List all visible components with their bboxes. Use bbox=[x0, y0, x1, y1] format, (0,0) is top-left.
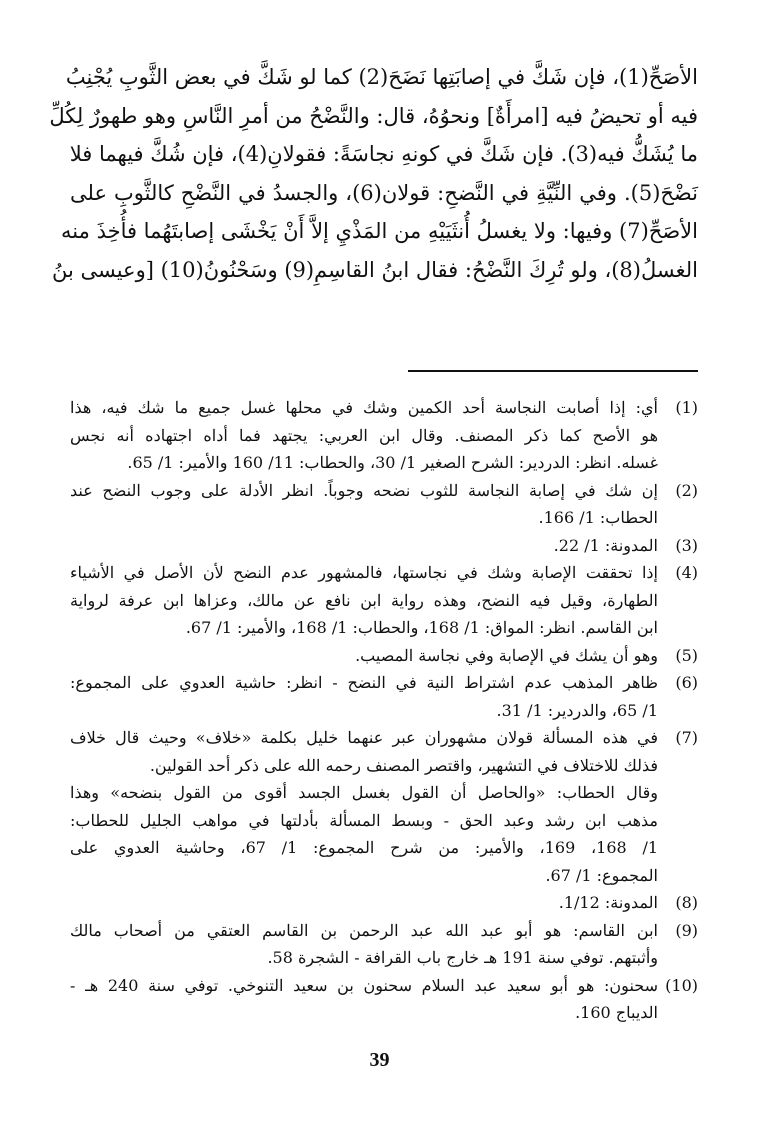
footnote-line: وهو أن يشك في الإصابة وفي نجاسة المصيب. bbox=[355, 645, 658, 665]
footnote-line: إن شك في إصابة النجاسة للثوب نضحه وجوباً. انظر الأدلة على وجوب النضح عند bbox=[70, 480, 658, 500]
footnote bbox=[70, 394, 698, 477]
footnote-line: وأثبتهم. توفي سنة 191 هـ خارج باب القرافة - الشجرة 58. bbox=[267, 948, 658, 967]
footnote bbox=[70, 972, 698, 1027]
footnote-line: غسله. انظر: الدردير: الشرح الصغير 1/ 30، والحطاب: 11/ 160 والأمير: 1/ 65. bbox=[127, 453, 658, 472]
footnote-number: (7) bbox=[675, 728, 698, 747]
footnote-line: فذلك للاختلاف في التشهير، واقتصر المصنف رحمه الله على ذكر أحد القولين. bbox=[149, 755, 658, 775]
main-text bbox=[49, 58, 698, 289]
footnote-number: (4) bbox=[675, 563, 698, 582]
footnote bbox=[70, 889, 698, 917]
footnote-line: سحنون: هو أبو سعيد عبد السلام سحنون بن سعيد التنوخي. توفي سنة 240 هـ - bbox=[70, 975, 659, 995]
footnote bbox=[70, 642, 698, 670]
footnote-line: 1/ 168، 169، والأمير: من شرح المجموع: 1/ 67، وحاشية العدوي على bbox=[70, 838, 659, 857]
page-number: 39 bbox=[369, 1049, 390, 1071]
main-text-line: الأصَحِّ(1)، فإن شَكَّ في إصابَتِها نَضَحَ(2) كما لو شَكَّ في بعض الثَّوبِ يُجْنِبُ bbox=[65, 65, 698, 89]
footnote-number: (9) bbox=[675, 920, 698, 940]
footnote-line: في هذه المسألة قولان مشهوران عبر عنهما خليل بكلمة «خلاف» وحيث قال خلاف bbox=[70, 728, 658, 747]
footnote bbox=[70, 917, 698, 972]
footnote bbox=[70, 669, 698, 724]
footnote-line: وقال الحطاب: «والحاصل أن القول بغسل الجسد أقوى من القول بنضحه» وهذا bbox=[70, 783, 658, 802]
footnote-number: (6) bbox=[675, 673, 698, 692]
footnote-line: المدونة: 1/ 22. bbox=[553, 535, 658, 555]
page bbox=[49, 58, 698, 1022]
footnote-line: المجموع: 1/ 67. bbox=[545, 865, 658, 885]
main-text-line: فيه أو تحيضُ فيه [امرأَةٌ] ونحوُهُ، قال: والنَّضْحُ من أمرِ النَّاسِ وهو طهورٌ لِكُلِّ bbox=[49, 103, 698, 128]
footnote-number: (8) bbox=[675, 893, 698, 912]
footnote bbox=[70, 559, 698, 642]
footnote-line: ظاهر المذهب عدم اشتراط النية في النضح - انظر: حاشية العدوي على المجموع: bbox=[70, 673, 658, 692]
footnote-number: (5) bbox=[675, 645, 698, 665]
footnotes bbox=[70, 394, 698, 1027]
footnote bbox=[70, 477, 698, 532]
footnote-line: مذهب ابن رشد وعبد الحق - وبسط المسألة بأدلتها في مواهب الجليل للحطاب: bbox=[70, 810, 658, 830]
footnote-number: (2) bbox=[675, 480, 698, 500]
footnote-line: الطهارة، وقيل فيه النضح، وهذه رواية ابن نافع عن مالك، وعزاها ابن عرفة لرواية bbox=[70, 590, 658, 610]
footnote-line: ابن القاسم. انظر: المواق: 1/ 168، والحطاب: 1/ 168، والأمير: 1/ 67. bbox=[185, 618, 658, 637]
footnote-line: إذا تحققت الإصابة وشك في نجاستها، فالمشهور عدم النضح لأن الأصل في الأشياء bbox=[70, 563, 658, 582]
footnote bbox=[70, 724, 698, 889]
footnote-line: 1/ 65، والدردير: 1/ 31. bbox=[496, 700, 658, 720]
footnote-separator bbox=[408, 370, 698, 372]
main-text-line: ما يُشَكُّ فيه(3). فإن شَكَّ في كونهِ نجاسَةً: فقولانِ(4)، فإن شُكَّ فيهما فلا bbox=[69, 142, 698, 166]
footnote-number: (1) bbox=[675, 398, 698, 417]
footnote-line: الديباج 160. bbox=[575, 1003, 658, 1022]
footnote-line: أي: إذا أصابت النجاسة أحد الكمين وشك في محلها غسل جميع ما شك فيه، هذا bbox=[70, 398, 658, 417]
footnote-number: (10) bbox=[665, 975, 698, 995]
main-text-line: الأصَحِّ(7) وفيها: ولا يغسلُ أُنثَيَيْهِ من المَذْيِ إلاَّ أَنْ يَخْشَى إصابتَهُما فأُخِذَ منه bbox=[61, 219, 698, 243]
footnote-line: هو الأصح كما ذكر المصنف. وقال ابن العربي: يجتهد فما أداه اجتهاده أنه نجس bbox=[70, 425, 658, 445]
footnote-line: ابن القاسم: هو أبو عبد الله عبد الرحمن بن القاسم العتقي من أصحاب مالك bbox=[70, 920, 658, 940]
footnote-number: (3) bbox=[675, 535, 698, 555]
main-text-line: نَضْحَ(5). وفي النِّيَّةِ في النَّضحِ: قولان(6)، والجسدُ في النَّضْحِ كالثَّوبِ على bbox=[70, 180, 698, 205]
footnote-line: المدونة: 1/12. bbox=[558, 893, 658, 912]
footnote bbox=[70, 532, 698, 560]
footnote-line: الحطاب: 1/ 166. bbox=[538, 508, 658, 527]
main-text-line: الغسلُ(8)، ولو تُرِكَ النَّضْحُ: فقال ابنُ القاسِمِ(9) وسَحْنُونُ(10) [وعيسى بنُ bbox=[51, 257, 698, 282]
